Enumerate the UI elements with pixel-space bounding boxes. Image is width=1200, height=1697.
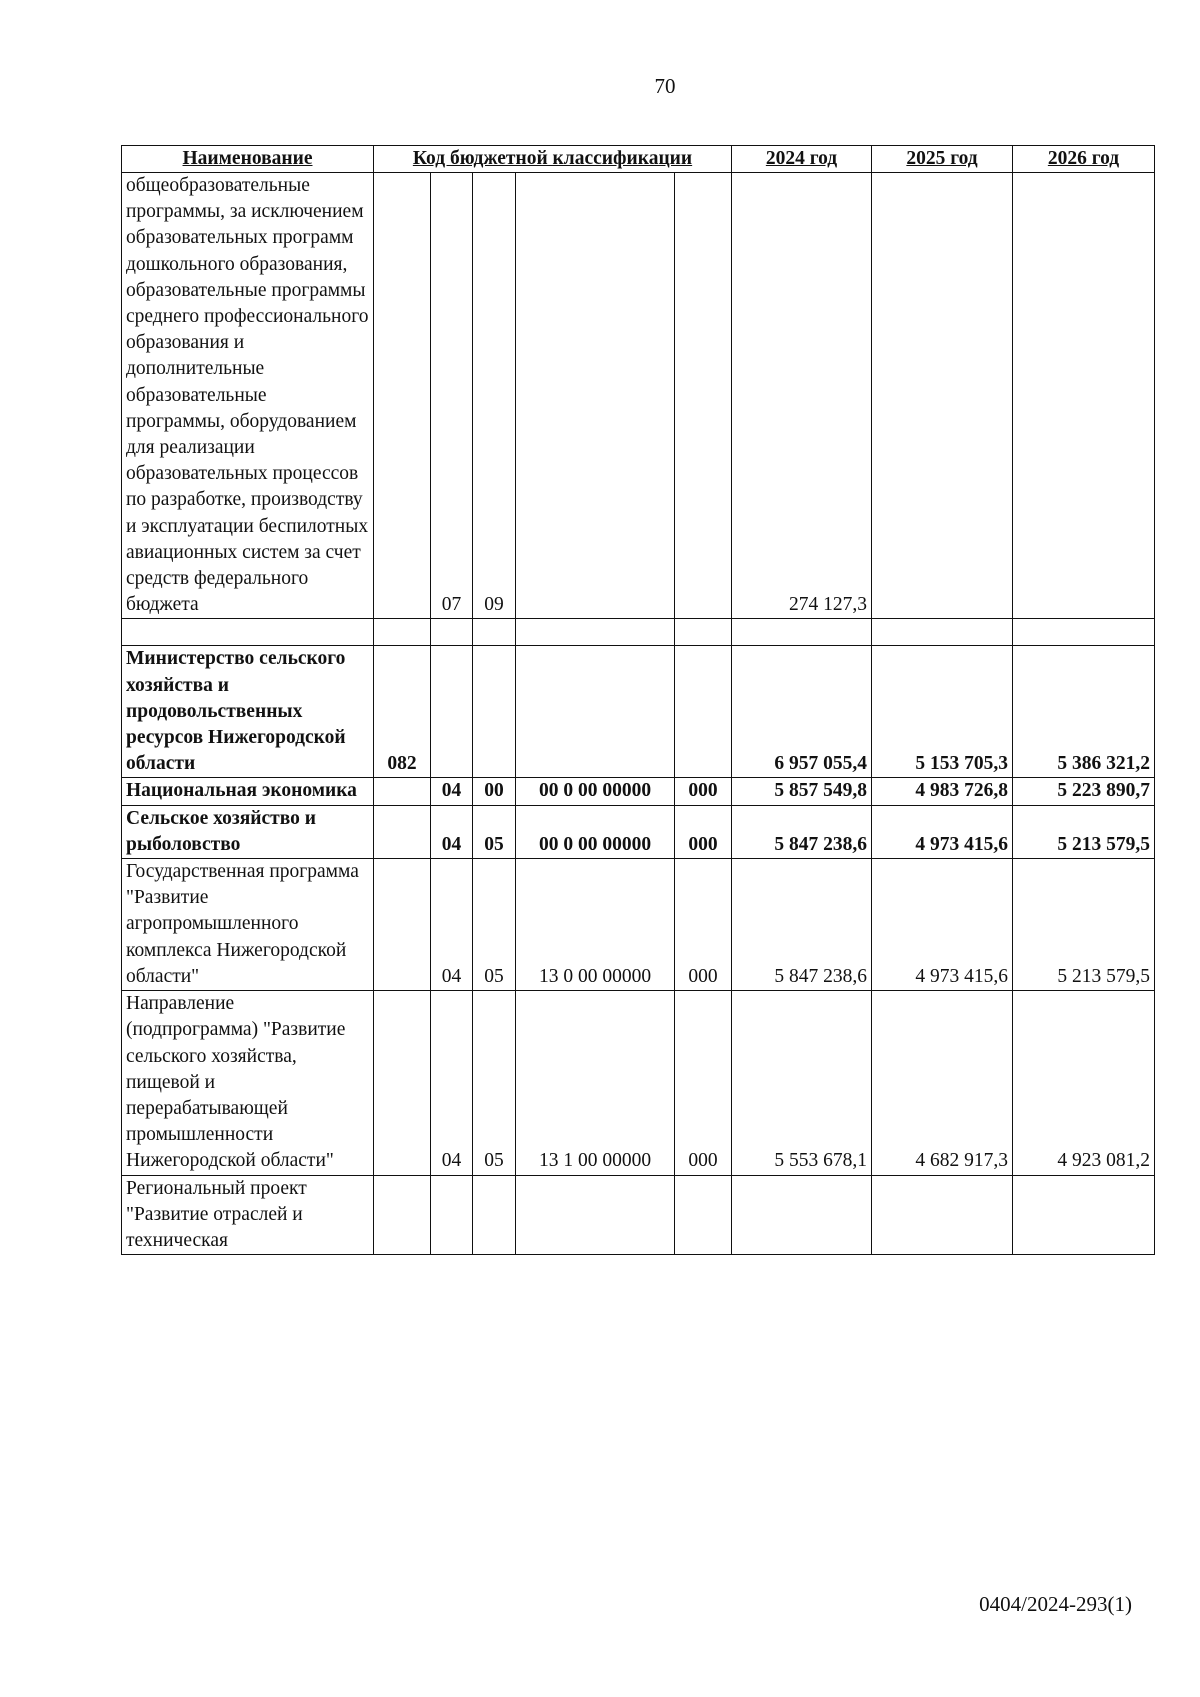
row-value-2024: 5 847 238,6 [732,859,872,991]
row-section-code: 04 [431,859,473,991]
table-row [122,805,1155,858]
row-kind-code: 000 [675,991,732,1175]
row-kind-code [675,173,732,619]
row-value-2025: 5 153 705,3 [872,646,1013,778]
table-row [122,173,1155,619]
row-subsection-code: 05 [473,859,516,991]
row-subsection-code: 00 [473,778,516,805]
row-value-2025: 4 973 415,6 [872,859,1013,991]
row-value-2026 [1013,1175,1155,1255]
row-section-code: 04 [431,805,473,858]
row-section-code: 07 [431,173,473,619]
row-target-code: 13 0 00 00000 [516,859,675,991]
spacer-cell [675,619,732,646]
row-value-2025: 4 973 415,6 [872,805,1013,858]
row-subsection-code [473,646,516,778]
row-target-code: 00 0 00 00000 [516,805,675,858]
row-value-2024: 274 127,3 [732,173,872,619]
header-2024: 2024 год [732,146,872,173]
row-section-code: 04 [431,991,473,1175]
row-value-2024: 5 553 678,1 [732,991,872,1175]
row-section-code: 04 [431,778,473,805]
row-value-2025: 4 983 726,8 [872,778,1013,805]
spacer-cell [473,619,516,646]
spacer-cell [1013,619,1155,646]
row-target-code [516,173,675,619]
row-subsection-code: 05 [473,991,516,1175]
row-ministry-code [374,1175,431,1255]
row-ministry-code [374,173,431,619]
row-value-2026: 4 923 081,2 [1013,991,1155,1175]
row-value-2026: 5 386 321,2 [1013,646,1155,778]
row-target-code: 13 1 00 00000 [516,991,675,1175]
table-row [122,991,1155,1175]
row-target-code [516,646,675,778]
row-value-2025 [872,173,1013,619]
row-subsection-code: 09 [473,173,516,619]
header-2026: 2026 год [1013,146,1155,173]
spacer-cell [374,619,431,646]
spacer-cell [872,619,1013,646]
header-budget-code: Код бюджетной классификации [374,146,732,173]
spacer-row [122,619,1155,646]
row-name: Направление (подпрограмма) "Развитие сельского хозяйства, пищевой и перерабатывающей промышленности Нижегородской области" [122,991,374,1175]
row-value-2025: 4 682 917,3 [872,991,1013,1175]
spacer-cell [431,619,473,646]
row-subsection-code [473,1175,516,1255]
row-name: Сельское хозяйство и рыболовство [122,805,374,858]
document-code: 0404/2024-293(1) [979,1592,1132,1616]
row-section-code [431,646,473,778]
table-row [122,778,1155,805]
row-value-2026: 5 213 579,5 [1013,859,1155,991]
row-subsection-code: 05 [473,805,516,858]
row-ministry-code: 082 [374,646,431,778]
row-ministry-code [374,805,431,858]
row-name: Национальная экономика [122,778,374,805]
row-target-code [516,1175,675,1255]
row-kind-code [675,1175,732,1255]
spacer-cell [516,619,675,646]
table-row [122,1175,1155,1255]
row-ministry-code [374,859,431,991]
row-kind-code: 000 [675,778,732,805]
row-value-2026 [1013,173,1155,619]
row-value-2024 [732,1175,872,1255]
row-kind-code: 000 [675,805,732,858]
row-value-2024: 5 847 238,6 [732,805,872,858]
row-value-2026: 5 213 579,5 [1013,805,1155,858]
row-ministry-code [374,778,431,805]
spacer-cell [122,619,374,646]
page-number: 70 [654,74,676,98]
row-name: Региональный проект "Развитие отраслей и техническая [122,1175,374,1255]
row-ministry-code [374,991,431,1175]
row-value-2024: 6 957 055,4 [732,646,872,778]
row-value-2025 [872,1175,1013,1255]
row-value-2026: 5 223 890,7 [1013,778,1155,805]
budget-table [121,145,1155,1255]
header-name: Наименование [122,146,374,173]
row-kind-code [675,646,732,778]
row-value-2024: 5 857 549,8 [732,778,872,805]
row-kind-code: 000 [675,859,732,991]
row-name: Государственная программа "Развитие агропромышленного комплекса Нижегородской области" [122,859,374,991]
row-target-code: 00 0 00 00000 [516,778,675,805]
row-name: общеобразовательные программы, за исключением образовательных программ дошкольного образования, образовательные программы среднего профессионального образования и дополнительные образовательные программы, оборудованием для реализации образовательных процессов по разработке, производству и эксплуатации беспилотных авиационных систем за счет средств федерального бюджета [122,173,374,619]
spacer-cell [732,619,872,646]
row-name: Министерство сельского хозяйства и продовольственных ресурсов Нижегородской области [122,646,374,778]
table-row [122,646,1155,778]
header-2025: 2025 год [872,146,1013,173]
table-header-row [122,146,1155,173]
table-row [122,859,1155,991]
row-section-code [431,1175,473,1255]
